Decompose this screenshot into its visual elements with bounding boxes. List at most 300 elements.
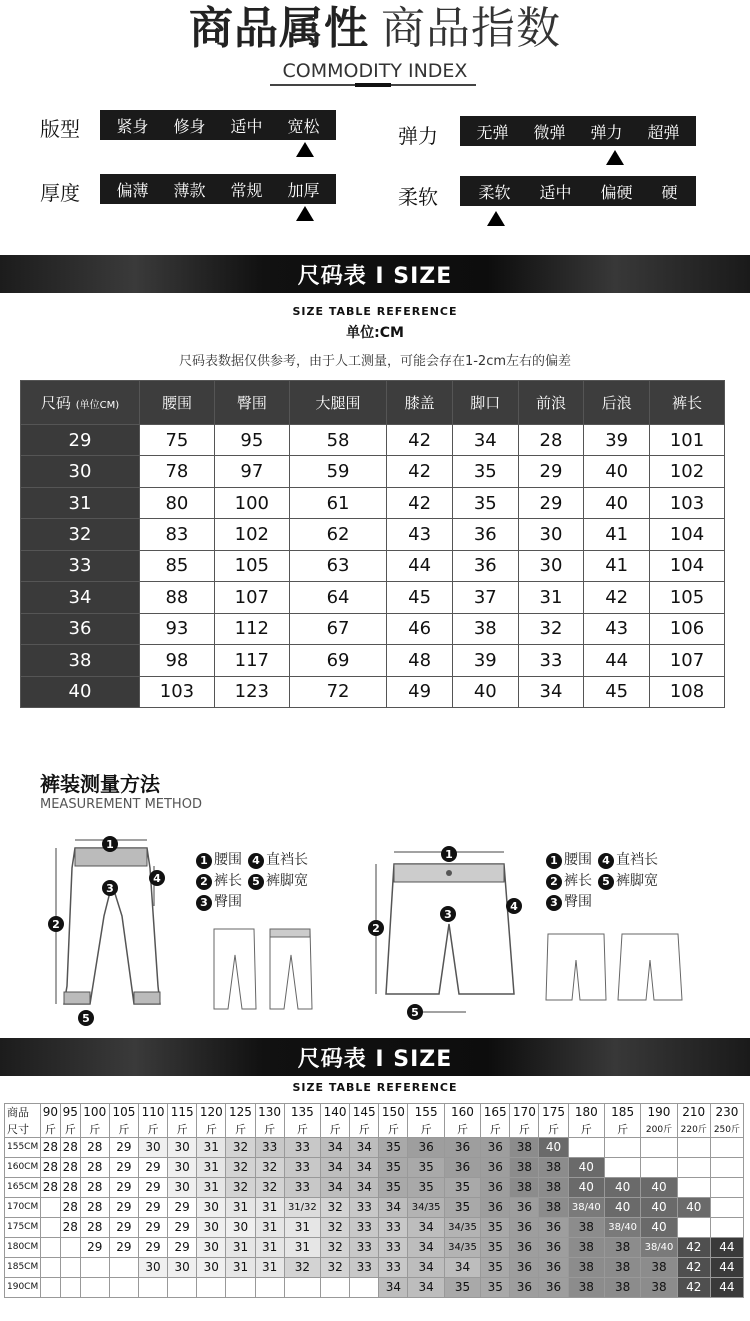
- legend-number: 3: [546, 895, 562, 911]
- attr-option: 硬: [661, 182, 678, 202]
- table-cell: 32: [226, 1177, 255, 1197]
- table-cell: 31: [284, 1237, 320, 1257]
- table-cell: [255, 1277, 284, 1297]
- height-label: 180CM: [5, 1237, 41, 1257]
- weight-header: 190: [641, 1104, 677, 1121]
- table-cell: 108: [650, 676, 725, 708]
- size-cell: 40: [21, 676, 140, 708]
- table-cell: 48: [387, 645, 453, 676]
- table-cell: 30: [197, 1197, 226, 1217]
- table-cell: 33: [284, 1137, 320, 1157]
- weight-header-row: [5, 1104, 744, 1121]
- table-cell: 31: [226, 1257, 255, 1277]
- table-cell: 34: [408, 1237, 444, 1257]
- table-row: [21, 645, 725, 676]
- table-cell: 29: [138, 1237, 167, 1257]
- size-cell: 32: [21, 519, 140, 550]
- svg-text:4: 4: [153, 872, 161, 885]
- legend-label: 臀围: [564, 894, 592, 910]
- legend-number: 4: [248, 853, 264, 869]
- weight-unit: 斤: [510, 1121, 539, 1138]
- table-cell: 28: [80, 1217, 109, 1237]
- svg-text:2: 2: [52, 918, 60, 931]
- attr-bar-thickness: [100, 174, 336, 204]
- table-cell: 28: [60, 1137, 80, 1157]
- table-cell: 106: [650, 613, 725, 644]
- table-cell: 33: [255, 1137, 284, 1157]
- size-cell: 34: [21, 582, 140, 613]
- table-cell: 36: [452, 519, 518, 550]
- table-cell: 33: [379, 1217, 408, 1237]
- table-cell: 28: [41, 1177, 61, 1197]
- table-row: [21, 456, 725, 487]
- table-cell: 34: [379, 1197, 408, 1217]
- table-row: [21, 487, 725, 518]
- weight-unit: 斤: [568, 1121, 604, 1138]
- table-cell: 29: [109, 1217, 138, 1237]
- table-cell: 33: [284, 1177, 320, 1197]
- table-cell: [80, 1257, 109, 1277]
- legend-label: 裤脚宽: [616, 873, 658, 889]
- table-cell: 40: [452, 676, 518, 708]
- table-cell: 35: [408, 1157, 444, 1177]
- attr-option: 偏薄: [116, 180, 149, 200]
- table-cell: 30: [168, 1157, 197, 1177]
- shorts-diagram-icon: [364, 844, 534, 1024]
- weight-unit: 斤: [539, 1121, 568, 1138]
- weight-header: 135: [284, 1104, 320, 1121]
- table-cell: [109, 1277, 138, 1297]
- attr-option: 适中: [539, 182, 572, 202]
- table-cell: 30: [518, 519, 584, 550]
- table-cell: 29: [109, 1137, 138, 1157]
- attr-option: 适中: [230, 116, 263, 136]
- weight-unit: 斤: [168, 1121, 197, 1138]
- attr-option: 紧身: [116, 116, 149, 136]
- table-row: [21, 582, 725, 613]
- table-row: [5, 1137, 744, 1157]
- legend-label: 直裆长: [616, 852, 658, 868]
- column-header: 大腿围: [289, 381, 386, 425]
- table-cell: 62: [289, 519, 386, 550]
- svg-text:5: 5: [82, 1012, 90, 1025]
- table-cell: 34: [518, 676, 584, 708]
- table-cell: 34/35: [444, 1237, 480, 1257]
- table-cell: 35: [444, 1177, 480, 1197]
- table-cell: 38/40: [641, 1237, 677, 1257]
- table-cell: 30: [168, 1137, 197, 1157]
- table-cell: 28: [60, 1217, 80, 1237]
- height-label: 155CM: [5, 1137, 41, 1157]
- table-cell: 28: [60, 1157, 80, 1177]
- table-cell: 58: [289, 425, 386, 456]
- table-cell: 34: [350, 1137, 379, 1157]
- table-cell: 112: [214, 613, 289, 644]
- table-cell: 36: [510, 1257, 539, 1277]
- table-cell: 36: [444, 1157, 480, 1177]
- table-cell: 32: [321, 1217, 350, 1237]
- table-cell: 30: [168, 1257, 197, 1277]
- table-cell: 117: [214, 645, 289, 676]
- table-cell: 42: [677, 1237, 710, 1257]
- table-cell: [710, 1217, 743, 1237]
- table-cell: 44: [387, 550, 453, 581]
- legend-number: 1: [546, 853, 562, 869]
- table-row: [21, 519, 725, 550]
- table-cell: 45: [584, 676, 650, 708]
- table-cell: 29: [168, 1217, 197, 1237]
- svg-text:3: 3: [106, 882, 114, 895]
- table-cell: 28: [41, 1157, 61, 1177]
- attr-option: 宽松: [287, 116, 320, 136]
- weight-unit: 斤: [197, 1121, 226, 1138]
- table-cell: 29: [138, 1217, 167, 1237]
- table-cell: [60, 1257, 80, 1277]
- table-cell: 38: [539, 1197, 568, 1217]
- table-cell: 28: [80, 1137, 109, 1157]
- legend-label: 腰围: [214, 852, 242, 868]
- table-cell: 32: [518, 613, 584, 644]
- table-cell: [710, 1157, 743, 1177]
- table-row: [5, 1277, 744, 1297]
- size-table-header: [21, 381, 725, 425]
- table-cell: 35: [452, 487, 518, 518]
- weight-header: 210: [677, 1104, 710, 1121]
- weight-header: 165: [481, 1104, 510, 1121]
- column-header: 膝盖: [387, 381, 453, 425]
- table-cell: 37: [452, 582, 518, 613]
- attr-option: 常规: [230, 180, 263, 200]
- column-header: 前浪: [518, 381, 584, 425]
- table-cell: [677, 1177, 710, 1197]
- table-cell: 34: [321, 1177, 350, 1197]
- size-header-cell: [21, 381, 140, 425]
- table-cell: 34: [452, 425, 518, 456]
- weight-header: 130: [255, 1104, 284, 1121]
- table-cell: 38: [604, 1277, 640, 1297]
- column-header: 脚口: [452, 381, 518, 425]
- svg-text:3: 3: [444, 908, 452, 921]
- table-cell: [80, 1277, 109, 1297]
- table-cell: 43: [584, 613, 650, 644]
- height-label: 170CM: [5, 1197, 41, 1217]
- table-cell: 36: [510, 1237, 539, 1257]
- table-row: [21, 613, 725, 644]
- table-cell: 32: [255, 1157, 284, 1177]
- selected-marker-icon: [296, 142, 314, 157]
- table-cell: 38: [641, 1277, 677, 1297]
- weight-header: 185: [604, 1104, 640, 1121]
- size-banner-text: 尺码表 I SIZE: [297, 1046, 453, 1072]
- size-ref-label: SIZE TABLE REFERENCE: [292, 305, 458, 318]
- table-cell: 38: [452, 613, 518, 644]
- title-bold: 商品属性: [189, 3, 369, 54]
- table-row: [21, 550, 725, 581]
- table-cell: 40: [604, 1177, 640, 1197]
- page-title: [0, 2, 750, 56]
- svg-text:1: 1: [106, 838, 114, 851]
- size-header-main: 尺码: [40, 394, 71, 412]
- table-cell: 35: [481, 1257, 510, 1277]
- table-cell: 32: [321, 1197, 350, 1217]
- long-pants-diagram-icon: [42, 836, 177, 1028]
- table-cell: 31: [197, 1157, 226, 1177]
- weight-unit: 斤: [604, 1121, 640, 1138]
- height-label: 175CM: [5, 1217, 41, 1237]
- table-cell: [710, 1137, 743, 1157]
- attr-label-fit: 版型: [40, 117, 80, 141]
- table-cell: 38: [604, 1237, 640, 1257]
- table-cell: 35: [444, 1277, 480, 1297]
- table-cell: [641, 1157, 677, 1177]
- table-cell: 33: [518, 645, 584, 676]
- table-cell: 29: [168, 1197, 197, 1217]
- table-cell: 80: [140, 487, 215, 518]
- size-ref-label-2: SIZE TABLE REFERENCE: [292, 1081, 458, 1094]
- small-shorts-icon: [542, 930, 692, 1004]
- weight-header: 115: [168, 1104, 197, 1121]
- table-cell: 63: [289, 550, 386, 581]
- attr-option: 弹力: [590, 122, 623, 142]
- size-note: 尺码表数据仅供参考，由于人工测量，可能会存在1-2cm左右的偏差: [178, 354, 572, 369]
- column-header: 臀围: [214, 381, 289, 425]
- attr-label-softness: 柔软: [398, 185, 438, 209]
- weight-unit: 斤: [226, 1121, 255, 1138]
- table-row: [5, 1257, 744, 1277]
- table-cell: 36: [481, 1157, 510, 1177]
- weight-unit: 250斤: [710, 1121, 743, 1138]
- size-cell: 38: [21, 645, 140, 676]
- weight-header: 175: [539, 1104, 568, 1121]
- weight-header: 105: [109, 1104, 138, 1121]
- table-cell: 31: [197, 1137, 226, 1157]
- height-label: 185CM: [5, 1257, 41, 1277]
- table-cell: 28: [60, 1177, 80, 1197]
- table-cell: 30: [197, 1237, 226, 1257]
- table-cell: 31/32: [284, 1197, 320, 1217]
- table-cell: 34: [379, 1277, 408, 1297]
- size-header-sub: (单位CM): [75, 400, 120, 411]
- table-cell: 31: [226, 1237, 255, 1257]
- table-row: [21, 425, 725, 456]
- table-cell: [109, 1257, 138, 1277]
- table-cell: 38: [510, 1177, 539, 1197]
- legend-label: 直裆长: [266, 852, 308, 868]
- weight-header: 95: [60, 1104, 80, 1121]
- table-cell: 28: [80, 1157, 109, 1177]
- table-cell: 32: [226, 1157, 255, 1177]
- table-cell: 34: [350, 1177, 379, 1197]
- table-cell: 32: [226, 1137, 255, 1157]
- table-cell: 29: [138, 1197, 167, 1217]
- table-cell: 38: [568, 1277, 604, 1297]
- table-cell: [677, 1137, 710, 1157]
- measurement-subtitle: MEASUREMENT METHOD: [40, 797, 202, 812]
- legend-label: 臀围: [214, 894, 242, 910]
- measurement-legend-shorts: [546, 850, 658, 913]
- table-cell: 29: [109, 1237, 138, 1257]
- table-cell: 36: [408, 1137, 444, 1157]
- attr-label-elasticity: 弹力: [398, 124, 438, 148]
- table-cell: 29: [109, 1197, 138, 1217]
- legend-number: 5: [248, 874, 264, 890]
- table-cell: 36: [452, 550, 518, 581]
- table-cell: 36: [539, 1257, 568, 1277]
- table-cell: 72: [289, 676, 386, 708]
- size-banner-2: [0, 1038, 750, 1076]
- attr-bar-fit: [100, 110, 336, 140]
- table-cell: [350, 1277, 379, 1297]
- table-cell: 28: [80, 1197, 109, 1217]
- table-cell: 32: [255, 1177, 284, 1197]
- table-cell: 34: [321, 1137, 350, 1157]
- page-subtitle: COMMODITY INDEX: [282, 60, 468, 82]
- legend-label: 裤脚宽: [266, 873, 308, 889]
- legend-number: 5: [598, 874, 614, 890]
- table-cell: 38: [539, 1177, 568, 1197]
- table-cell: 32: [284, 1257, 320, 1277]
- table-cell: 102: [214, 519, 289, 550]
- weight-header: 230: [710, 1104, 743, 1121]
- table-cell: 40: [568, 1157, 604, 1177]
- table-cell: 35: [481, 1237, 510, 1257]
- weight-header: 120: [197, 1104, 226, 1121]
- weight-unit: 斤: [80, 1121, 109, 1138]
- table-cell: 34/35: [444, 1217, 480, 1237]
- table-cell: 44: [710, 1257, 743, 1277]
- subtitle-underline: [270, 84, 476, 86]
- table-cell: 35: [379, 1177, 408, 1197]
- table-cell: 88: [140, 582, 215, 613]
- table-cell: 38: [604, 1257, 640, 1277]
- table-cell: 59: [289, 456, 386, 487]
- table-cell: [604, 1137, 640, 1157]
- table-cell: 36: [539, 1277, 568, 1297]
- table-cell: 35: [481, 1217, 510, 1237]
- table-cell: 32: [321, 1237, 350, 1257]
- table-cell: 102: [650, 456, 725, 487]
- table-cell: 105: [214, 550, 289, 581]
- weight-header: 155: [408, 1104, 444, 1121]
- table-cell: 38/40: [568, 1197, 604, 1217]
- table-cell: 33: [350, 1197, 379, 1217]
- selected-marker-icon: [606, 150, 624, 165]
- table-cell: [677, 1157, 710, 1177]
- column-header: 裤长: [650, 381, 725, 425]
- table-cell: 40: [641, 1217, 677, 1237]
- table-cell: 30: [138, 1137, 167, 1157]
- weight-unit: 斤: [444, 1121, 480, 1138]
- table-cell: 40: [677, 1197, 710, 1217]
- table-cell: 31: [226, 1197, 255, 1217]
- size-cell: 33: [21, 550, 140, 581]
- table-cell: 36: [510, 1277, 539, 1297]
- table-cell: 28: [80, 1177, 109, 1197]
- table-cell: 38: [510, 1157, 539, 1177]
- weight-size-table: [4, 1103, 744, 1298]
- legend-label: 裤长: [564, 873, 592, 889]
- table-row: [5, 1217, 744, 1237]
- column-header: 后浪: [584, 381, 650, 425]
- table-cell: 98: [140, 645, 215, 676]
- table-cell: 28: [41, 1137, 61, 1157]
- table-cell: 33: [379, 1257, 408, 1277]
- table-cell: 105: [650, 582, 725, 613]
- table-cell: 38: [641, 1257, 677, 1277]
- table-cell: 36: [539, 1237, 568, 1257]
- table-cell: 41: [584, 550, 650, 581]
- weight-header: 160: [444, 1104, 480, 1121]
- table-cell: 29: [138, 1157, 167, 1177]
- table-cell: 61: [289, 487, 386, 518]
- svg-text:5: 5: [411, 1006, 419, 1019]
- weight-unit: 斤: [321, 1121, 350, 1138]
- svg-text:1: 1: [445, 848, 453, 861]
- table-cell: [710, 1197, 743, 1217]
- attr-option: 微弹: [533, 122, 566, 142]
- attr-option: 无弹: [476, 122, 509, 142]
- table-cell: 93: [140, 613, 215, 644]
- table-cell: 34/35: [408, 1197, 444, 1217]
- table-cell: 38: [510, 1137, 539, 1157]
- table-cell: [41, 1257, 61, 1277]
- table-cell: 28: [518, 425, 584, 456]
- table-cell: 34: [408, 1217, 444, 1237]
- size-banner-text: 尺码表 I SIZE: [297, 263, 453, 289]
- table-row: [5, 1177, 744, 1197]
- table-cell: 40: [641, 1197, 677, 1217]
- size-table: [20, 380, 725, 708]
- table-cell: 31: [255, 1237, 284, 1257]
- weight-unit: 斤: [138, 1121, 167, 1138]
- table-cell: [604, 1157, 640, 1177]
- table-cell: [284, 1277, 320, 1297]
- table-cell: 30: [197, 1217, 226, 1237]
- table-cell: [41, 1277, 61, 1297]
- table-cell: 35: [481, 1277, 510, 1297]
- table-cell: 41: [584, 519, 650, 550]
- selected-marker-icon: [487, 211, 505, 226]
- table-cell: 36: [481, 1197, 510, 1217]
- table-cell: 123: [214, 676, 289, 708]
- table-cell: 42: [387, 456, 453, 487]
- table-cell: [710, 1177, 743, 1197]
- table-cell: 38/40: [604, 1217, 640, 1237]
- table-cell: 34: [321, 1157, 350, 1177]
- size-cell: 30: [21, 456, 140, 487]
- legend-number: 4: [598, 853, 614, 869]
- table-cell: 29: [518, 487, 584, 518]
- svg-text:4: 4: [510, 900, 518, 913]
- weight-header: 90: [41, 1104, 61, 1121]
- weight-unit: 斤: [350, 1121, 379, 1138]
- table-cell: 44: [710, 1277, 743, 1297]
- table-cell: [41, 1217, 61, 1237]
- legend-label: 腰围: [564, 852, 592, 868]
- table-cell: 69: [289, 645, 386, 676]
- table-cell: 100: [214, 487, 289, 518]
- table-cell: 42: [677, 1257, 710, 1277]
- table-cell: 40: [641, 1177, 677, 1197]
- weight-unit: 斤: [60, 1121, 80, 1138]
- table-cell: 29: [109, 1157, 138, 1177]
- weight-header: 125: [226, 1104, 255, 1121]
- table-cell: 49: [387, 676, 453, 708]
- attr-option: 偏硬: [600, 182, 633, 202]
- attr-option: 修身: [173, 116, 206, 136]
- table-cell: 33: [379, 1237, 408, 1257]
- weight-unit: 斤: [255, 1121, 284, 1138]
